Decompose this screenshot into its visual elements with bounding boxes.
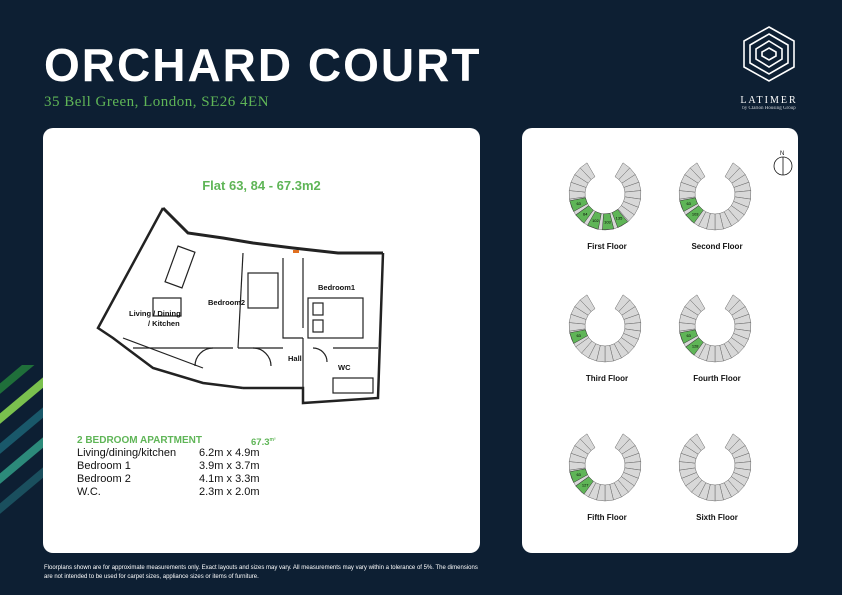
floor-key-fifth [557, 419, 657, 537]
spec-room-name: Bedroom 2 [77, 473, 131, 485]
logo-subtitle: by Clarion Housing Group [742, 106, 796, 111]
disclaimer-text: Floorplans shown are for approximate measurements only. Exact layouts and sizes may vary. All measurements may vary within a tolerance of 5%. The dimensions are not intended to be used for carpet sizes, appliance sizes or items of furniture. [44, 565, 478, 580]
spec-heading-row [77, 434, 276, 447]
spec-room-name: Bedroom 1 [77, 460, 131, 472]
page-title: ORCHARD COURT [44, 39, 482, 91]
unit-number: 63 [576, 201, 581, 207]
floorplan-panel [43, 128, 480, 553]
spec-row [77, 473, 276, 486]
floor-key-sixth [667, 419, 767, 537]
building-outline [557, 280, 657, 372]
unit-number: 103 [691, 211, 699, 217]
apartment-type: 2 BEDROOM APARTMENT [77, 435, 202, 446]
spec-row [77, 460, 276, 473]
spec-room-size: 2.3m x 2.0m [199, 486, 260, 498]
building-outline [667, 280, 767, 372]
floor-label: Fourth Floor [693, 374, 741, 383]
north-label: N [780, 151, 785, 157]
spec-room-name: W.C. [77, 486, 101, 498]
unit-number: 135 [615, 215, 623, 221]
unit-number: 63 [576, 472, 581, 478]
floor-label: Second Floor [691, 242, 743, 251]
building-outline [557, 148, 657, 240]
floor-key-third [557, 280, 657, 398]
total-area-value: 67.3 [251, 437, 270, 449]
unit-number: 63 [686, 201, 691, 207]
unit-number: 127 [581, 482, 589, 488]
building-outline [667, 148, 767, 240]
building-outline [557, 419, 657, 511]
latimer-logo [734, 24, 804, 111]
flat-title: Flat 63, 84 - 67.3m2 [202, 178, 321, 193]
spec-row [77, 486, 276, 499]
floor-label: First Floor [587, 242, 627, 251]
room-label-living-1: Living / Dining [129, 309, 181, 318]
unit-number: 128 [691, 343, 699, 349]
north-arrow-icon [772, 148, 794, 183]
spec-room-size: 4.1m x 3.3m [199, 473, 260, 485]
floor-label: Fifth Floor [587, 513, 627, 522]
specification-table [77, 434, 276, 499]
room-label-hall: Hall [288, 354, 302, 363]
unit-number: 63 [686, 333, 691, 339]
room-label-wc: WC [338, 363, 351, 372]
spec-room-name: Living/dining/kitchen [77, 447, 177, 459]
unit-number: 64 [582, 211, 588, 217]
keyplan-panel [522, 128, 798, 553]
floor-key-fourth [667, 280, 767, 398]
floor-key-first [557, 148, 657, 266]
unit-number: 63 [576, 333, 581, 339]
floor-key-second [667, 148, 767, 266]
unit-number: 103 [604, 219, 611, 225]
floor-label: Sixth Floor [696, 513, 738, 522]
logo-name: LATIMER [740, 95, 798, 106]
spec-room-size: 6.2m x 4.9m [199, 447, 260, 459]
unit-number: 102 [592, 217, 599, 223]
floorplan-drawing [93, 198, 413, 418]
spec-row [77, 447, 276, 460]
total-area-unit: m² [269, 437, 276, 443]
floor-label: Third Floor [585, 374, 629, 383]
building-outline [667, 419, 767, 511]
room-label-bedroom1: Bedroom1 [318, 283, 356, 292]
room-label-living-2: / Kitchen [148, 319, 180, 328]
latimer-hexagon-icon [739, 24, 799, 84]
total-area [251, 434, 276, 447]
spec-room-size: 3.9m x 3.7m [199, 460, 260, 472]
room-label-bedroom2: Bedroom2 [208, 298, 246, 307]
property-address: 35 Bell Green, London, SE26 4EN [44, 94, 270, 110]
